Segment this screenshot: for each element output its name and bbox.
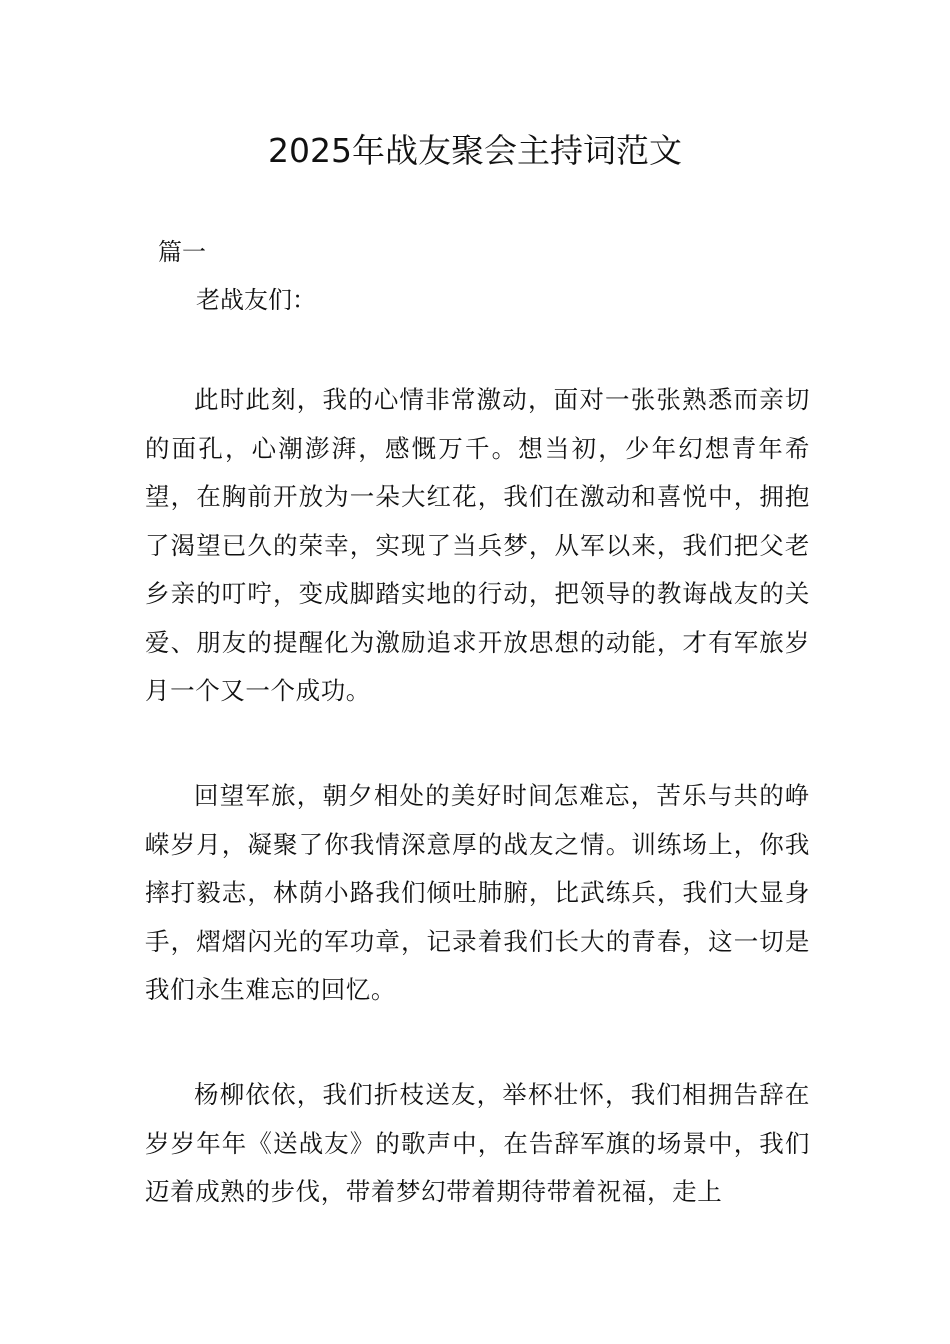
salutation: 老战友们： bbox=[196, 286, 316, 314]
paragraph-3: 杨柳依依，我们折枝送友，举杯壮怀，我们相拥告辞在岁岁年年《送战友》的歌声中，在告辞军旗的场景中，我们迈着成熟的步伐，带着梦幻带着期待带着祝福，走上 bbox=[145, 1080, 810, 1206]
section-label: 篇一 bbox=[158, 238, 206, 266]
paragraph-2: 回望军旅，朝夕相处的美好时间怎难忘，苦乐与共的峥嵘岁月，凝聚了你我情深意厚的战友之情。训练场上，你我摔打毅志，林荫小路我们倾吐肺腑，比武练兵，我们大显身手，熠熠闪光的军功章，记录着我们长大的青春，这一切是我们永生难忘的回忆。 bbox=[145, 781, 810, 1004]
paragraph-1: 此时此刻，我的心情非常激动，面对一张张熟悉而亲切的面孔，心潮澎湃，感慨万千。想当初，少年幻想青年希望，在胸前开放为一朵大红花，我们在激动和喜悦中，拥抱了渴望已久的荣幸，实现了当兵梦，从军以来，我们把父老乡亲的叮咛，变成脚踏实地的行动，把领导的教诲战友的关爱、朋友的提醒化为激励追求开放思想的动能，才有军旅岁月一个又一个成功。 bbox=[145, 385, 810, 705]
document-title: 2025年战友聚会主持词范文 bbox=[268, 131, 682, 170]
